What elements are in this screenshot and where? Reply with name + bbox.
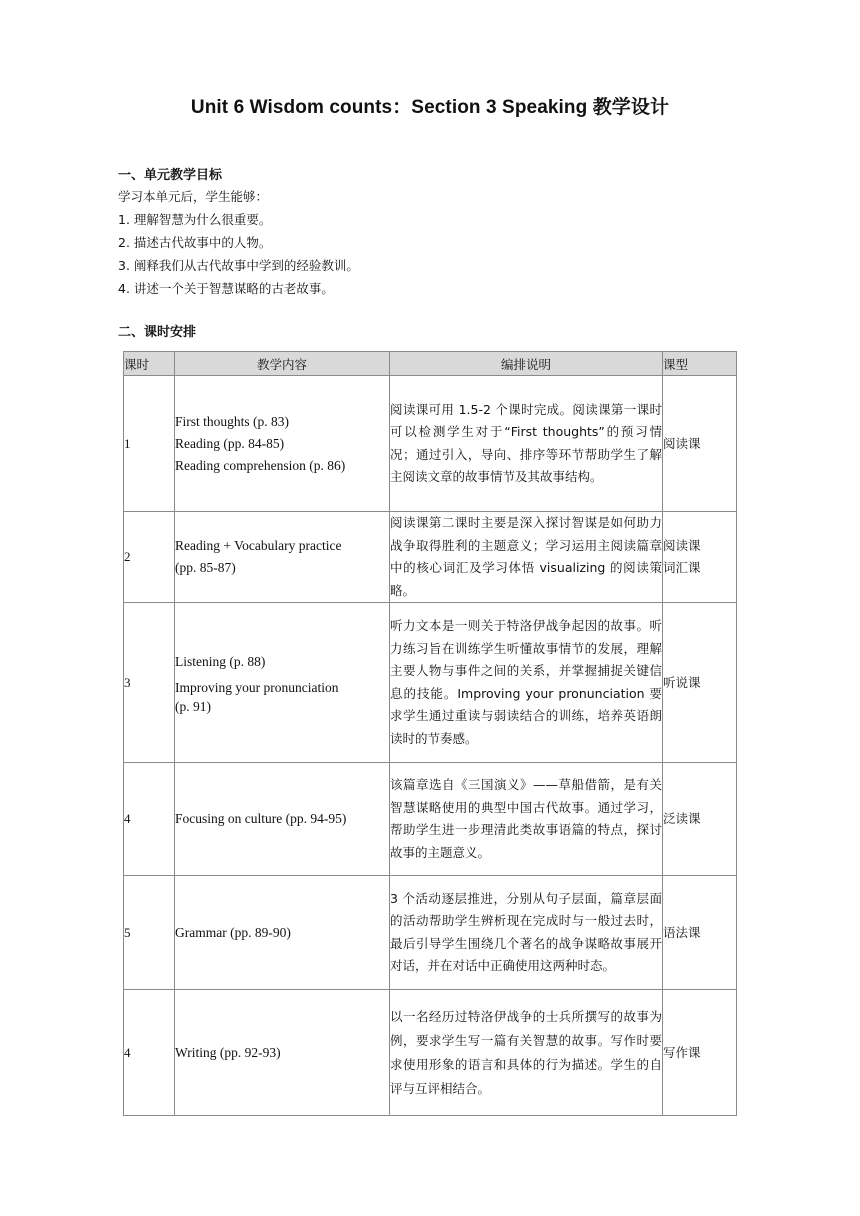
cell-period: 4 bbox=[124, 763, 175, 876]
cell-content bbox=[175, 876, 390, 990]
lesson-type-line: 听说课 bbox=[663, 674, 701, 690]
section-heading-schedule: 二、课时安排 bbox=[118, 325, 197, 340]
table-row bbox=[124, 603, 737, 763]
schedule-table bbox=[123, 351, 737, 1116]
cell-content bbox=[175, 990, 390, 1116]
cell-description: 以一名经历过特洛伊战争的士兵所撰写的故事为例，要求学生写一篇有关智慧的故事。写作时要求使用形象的语言和具体的行为描述。学生的自评与互评相结合。 bbox=[390, 990, 663, 1116]
table-row bbox=[124, 876, 737, 990]
cell-content bbox=[175, 376, 390, 512]
objective-item: 2. 描述古代故事中的人物。 bbox=[118, 235, 272, 250]
objective-item: 3. 阐释我们从古代故事中学到的经验教训。 bbox=[118, 258, 359, 273]
cell-description: 阅读课可用 1.5-2 个课时完成。阅读课第一课时可以检测学生对于“First thoughts”的预习情况；通过引入，导向、排序等环节帮助学生了解主阅读文章的故事情节及其故事结构。 bbox=[390, 376, 663, 512]
objective-item: 1. 理解智慧为什么很重要。 bbox=[118, 212, 272, 227]
header-description: 编排说明 bbox=[390, 352, 663, 376]
cell-description: 听力文本是一则关于特洛伊战争起因的故事。听力练习旨在训练学生听懂故事情节的发展，理解主要人物与事件之间的关系，并掌握捕捉关键信息的技能。Improving your pronunciation 要求学生通过重读与弱读结合的训练，培养英语朗读时的节奏感。 bbox=[390, 603, 663, 763]
document-title: Unit 6 Wisdom counts：Section 3 Speaking 教学设计 bbox=[190, 97, 670, 118]
cell-lesson-type bbox=[663, 376, 737, 512]
cell-content bbox=[175, 512, 390, 603]
content-line: Writing (pp. 92-93) bbox=[175, 1044, 281, 1060]
table-row bbox=[124, 376, 737, 512]
cell-description: 阅读课第二课时主要是深入探讨智谋是如何助力战争取得胜利的主题意义；学习运用主阅读篇章中的核心词汇及学习体悟 visualizing 的阅读策略。 bbox=[390, 512, 663, 603]
content-line: Focusing on culture (pp. 94-95) bbox=[175, 811, 347, 826]
table-header-row bbox=[124, 352, 737, 376]
lesson-type-line: 阅读课 bbox=[663, 435, 701, 451]
lesson-type-line: 语法课 bbox=[663, 924, 701, 940]
objectives-intro: 学习本单元后，学生能够： bbox=[118, 189, 269, 204]
table-row bbox=[124, 763, 737, 876]
cell-period: 4 bbox=[124, 990, 175, 1116]
objective-item: 4. 讲述一个关于智慧谋略的古老故事。 bbox=[118, 281, 334, 296]
content-line: First thoughts (p. 83) bbox=[175, 413, 290, 429]
cell-lesson-type bbox=[663, 990, 737, 1116]
content-line: (p. 91) bbox=[175, 698, 211, 714]
cell-description: 3 个活动逐层推进，分别从句子层面，篇章层面的活动帮助学生辨析现在完成时与一般过去时，最后引导学生围绕几个著名的战争谋略故事展开对话，并在对话中正确使用这两种时态。 bbox=[390, 876, 663, 990]
content-line: Reading + Vocabulary practice bbox=[175, 538, 342, 553]
header-lesson-type: 课型 bbox=[663, 352, 737, 376]
cell-period: 5 bbox=[124, 876, 175, 990]
lesson-type-line: 词汇课 bbox=[663, 560, 701, 575]
content-line: Listening (p. 88) bbox=[175, 653, 266, 669]
header-period: 课时 bbox=[124, 352, 175, 376]
table-row bbox=[124, 512, 737, 603]
header-content: 教学内容 bbox=[175, 352, 390, 376]
lesson-type-line: 阅读课 bbox=[663, 538, 701, 553]
cell-lesson-type bbox=[663, 603, 737, 763]
cell-lesson-type bbox=[663, 876, 737, 990]
cell-description: 该篇章选自《三国演义》——草船借箭，是有关智慧谋略使用的典型中国古代故事。通过学习，帮助学生进一步理清此类故事语篇的特点，探讨故事的主题意义。 bbox=[390, 763, 663, 876]
content-line: Grammar (pp. 89-90) bbox=[175, 924, 291, 940]
cell-content bbox=[175, 763, 390, 876]
content-line: (pp. 85-87) bbox=[175, 560, 236, 575]
content-line: Reading comprehension (p. 86) bbox=[175, 457, 346, 473]
cell-lesson-type bbox=[663, 763, 737, 876]
cell-period: 3 bbox=[124, 603, 175, 763]
section-heading-objectives: 一、单元教学目标 bbox=[118, 168, 223, 183]
cell-content bbox=[175, 603, 390, 763]
lesson-type-line: 泛读课 bbox=[663, 811, 701, 826]
cell-lesson-type bbox=[663, 512, 737, 603]
cell-period: 2 bbox=[124, 512, 175, 603]
table-row bbox=[124, 990, 737, 1116]
lesson-type-line: 写作课 bbox=[663, 1044, 701, 1060]
content-line: Improving your pronunciation bbox=[175, 679, 339, 695]
cell-period: 1 bbox=[124, 376, 175, 512]
content-line: Reading (pp. 84-85) bbox=[175, 435, 285, 451]
